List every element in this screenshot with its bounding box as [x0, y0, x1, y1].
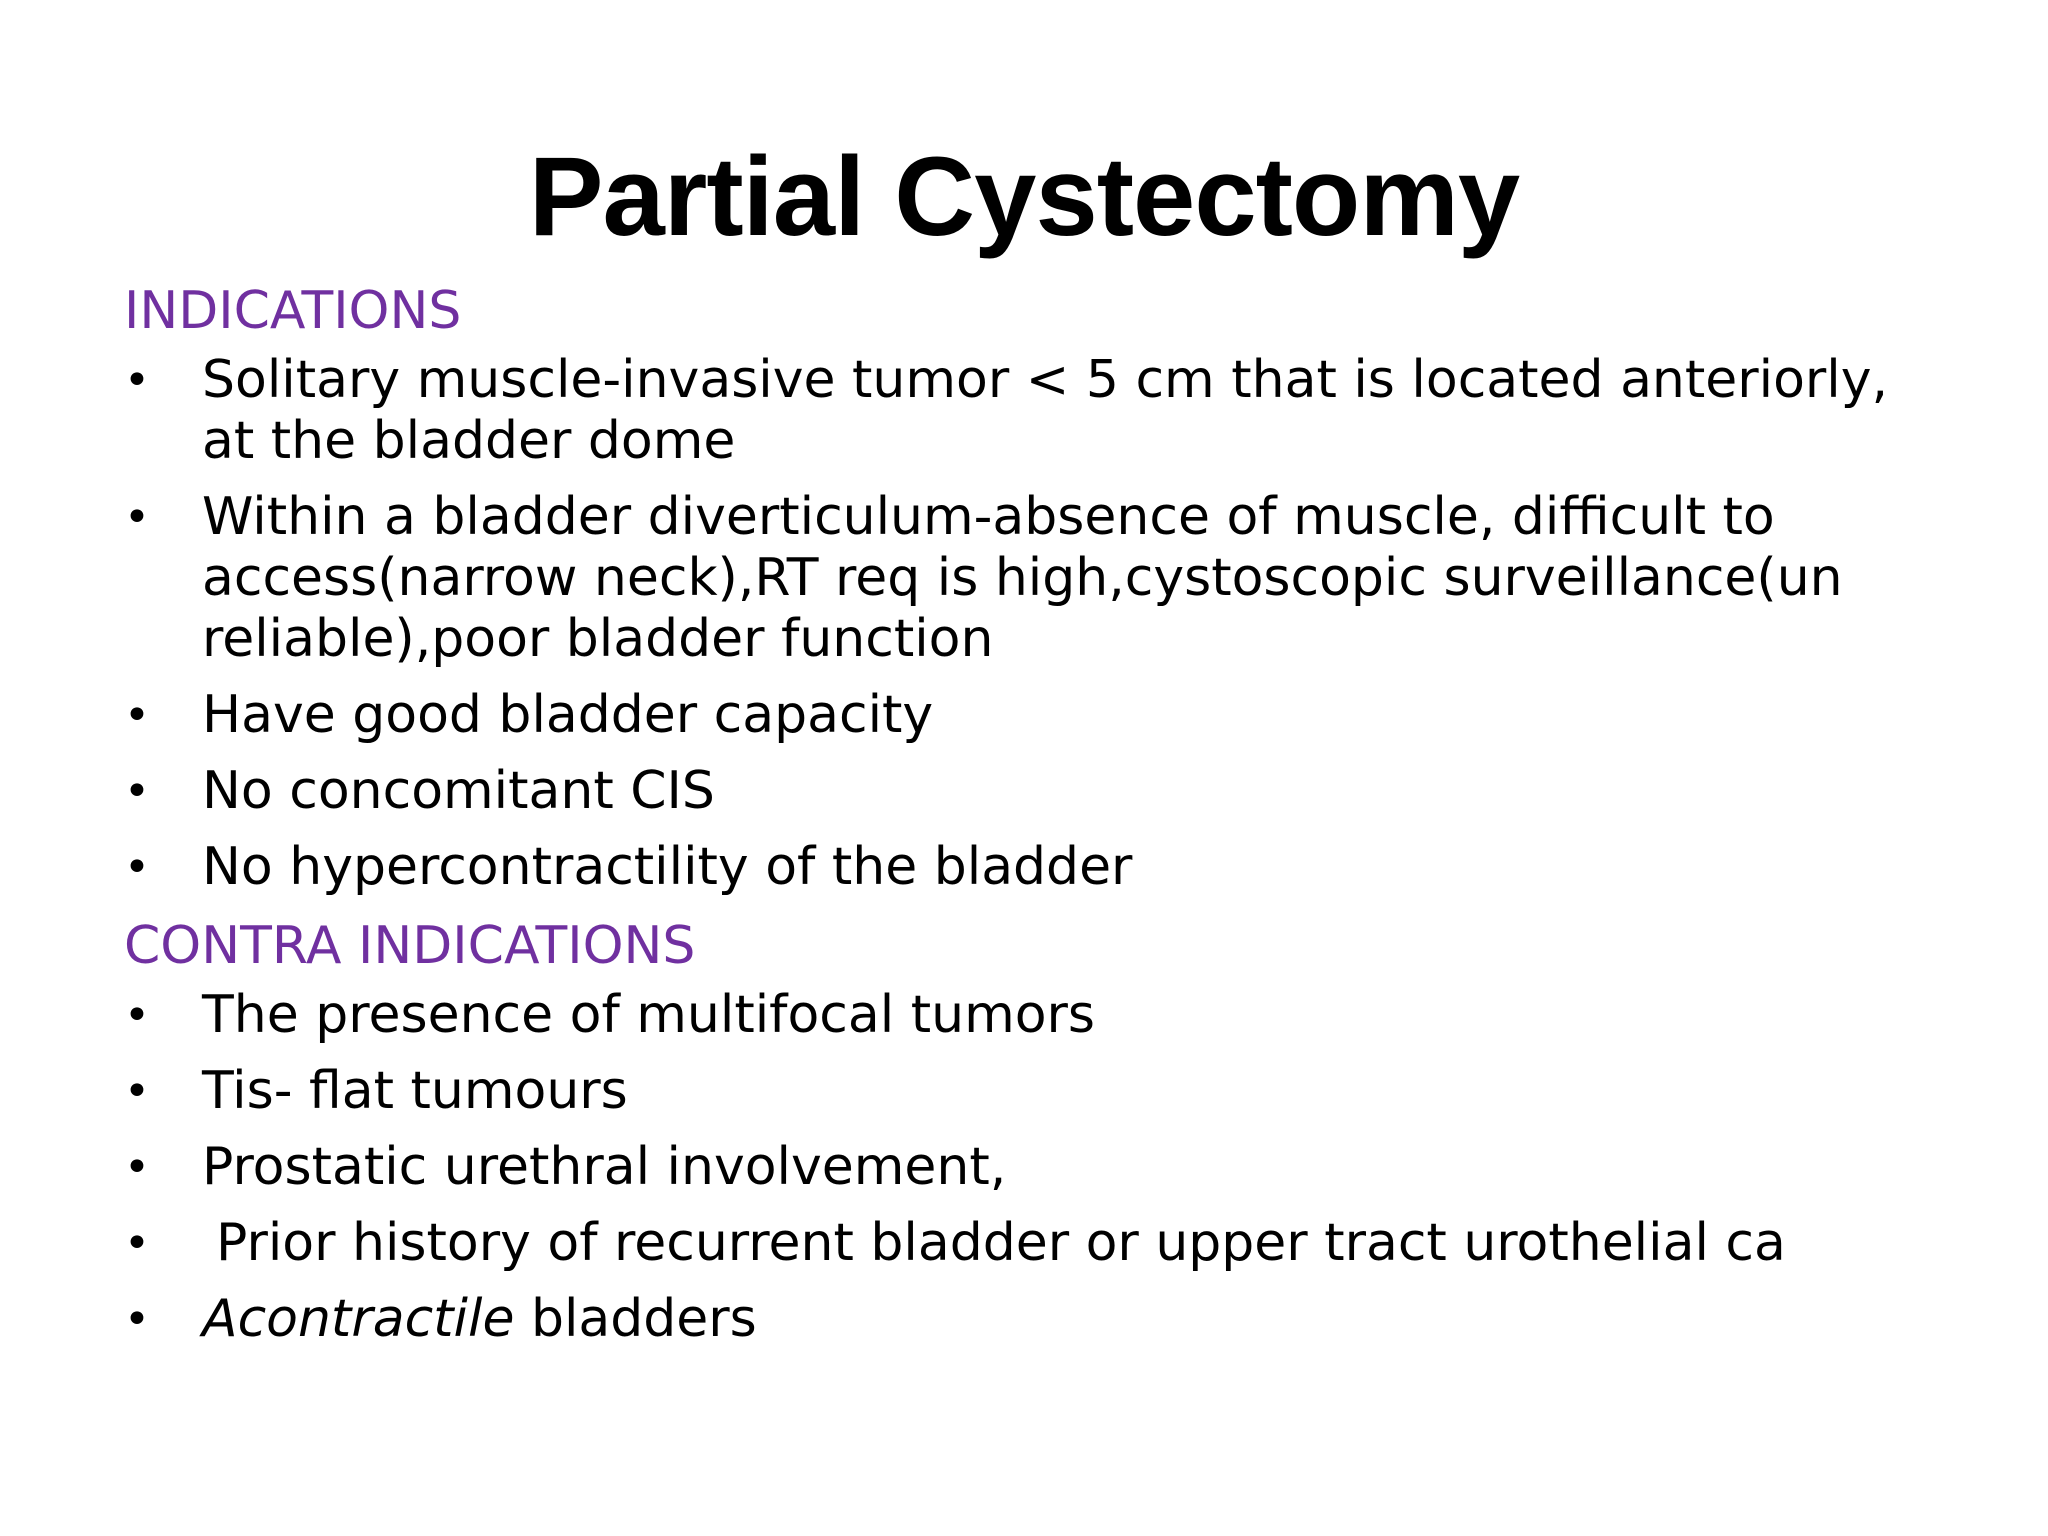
bullet-icon: • — [124, 990, 150, 1041]
list-item — [124, 761, 1914, 822]
bullet-icon: • — [124, 355, 150, 406]
list-item — [124, 1137, 1914, 1198]
contra-indication-text: The presence of multifocal tumors — [202, 985, 1096, 1045]
list-item — [124, 837, 1914, 898]
bullet-icon: • — [124, 1294, 150, 1345]
bullet-icon: • — [124, 690, 150, 741]
list-item — [124, 1061, 1914, 1122]
slide-title: Partial Cystectomy — [528, 134, 1520, 259]
bullet-icon: • — [124, 1142, 150, 1193]
list-item — [124, 487, 1914, 670]
list-item — [124, 350, 1914, 472]
indications-list — [124, 350, 1924, 898]
list-item — [124, 1213, 1914, 1274]
indication-text: No hypercontractility of the bladder — [202, 837, 1133, 897]
bullet-icon: • — [124, 766, 150, 817]
contra-indication-text: Prior history of recurrent bladder or upper tract urothelial ca — [216, 1213, 1786, 1273]
list-item — [124, 1289, 1914, 1350]
slide-content — [124, 278, 1924, 1365]
indication-text: No concomitant CIS — [202, 761, 715, 821]
contra-indication-text: bladders — [514, 1289, 757, 1349]
list-item — [124, 985, 1914, 1046]
bullet-icon: • — [124, 1066, 150, 1117]
contra-indication-italic-text: Acontractile — [202, 1289, 515, 1349]
contra-indications-list — [124, 985, 1924, 1350]
bullet-icon: • — [124, 842, 150, 893]
list-item — [124, 685, 1914, 746]
indication-text: Solitary muscle-invasive tumor < 5 cm that is located anteriorly, at the bladder dome — [202, 350, 1889, 471]
bullet-icon: • — [124, 1218, 150, 1269]
bullet-icon: • — [124, 492, 150, 543]
contra-indication-text: Tis- flat tumours — [202, 1061, 628, 1121]
contra-indications-heading: CONTRA INDICATIONS — [124, 916, 696, 976]
indication-text: Within a bladder diverticulum-absence of muscle, difficult to access(narrow neck),RT req is high,cystoscopic surveillance(un reliable),poor bladder function — [202, 487, 1843, 669]
indication-text: Have good bladder capacity — [202, 685, 934, 745]
contra-indication-text: Prostatic urethral involvement, — [202, 1137, 1007, 1197]
indications-heading: INDICATIONS — [124, 281, 462, 341]
